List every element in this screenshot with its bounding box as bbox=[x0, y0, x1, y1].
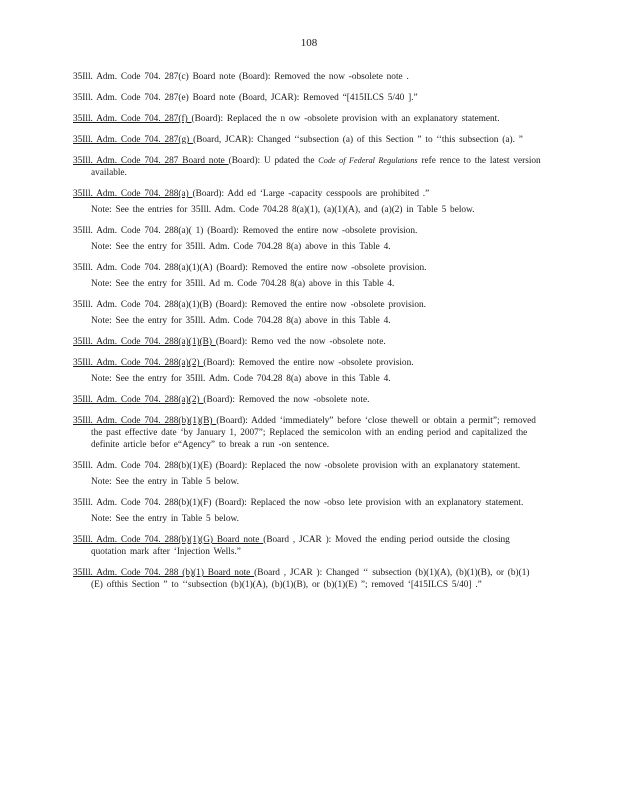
code-citation: 35Ill. Adm. Code 704. 288(a)(2) bbox=[73, 358, 204, 368]
code-citation: 35Ill. Adm. Code 704. 288(b)(1)(B) bbox=[73, 416, 217, 426]
entry-text: (Board , JCAR ): Moved the ending period outside the closing quotation mark after ‘Injection Wells.” bbox=[91, 535, 510, 557]
entry-text: (Board): Replaced the now -obsolete provision with an explanatory statement. bbox=[211, 461, 521, 471]
code-citation: 35Ill. Adm. Code 704. 288(a)( 1) bbox=[73, 226, 204, 236]
entry-text: (Board): Replaced the n ow -obsolete provision with an explanatory statement. bbox=[191, 114, 500, 124]
table-note bbox=[73, 513, 541, 525]
entry-text: (Board): Removed the entire now -obsolete provision. bbox=[203, 226, 418, 236]
code-citation: 35Ill. Adm. Code 704. 287(c) bbox=[73, 72, 189, 82]
entry-text: Note: See the entry for 35Ill. Ad m. Code 704.28 8(a) above in this Table 4. bbox=[91, 279, 395, 289]
revision-entry bbox=[73, 336, 541, 348]
entry-text: (Board): Removed the entire now -obsolete provision. bbox=[203, 358, 414, 368]
revision-entry bbox=[73, 534, 541, 558]
entry-text: (Board): Removed the now -obsolete note. bbox=[203, 395, 370, 405]
entry-text: Note: See the entry for 35Ill. Adm. Code 704.28 8(a) above in this Table 4. bbox=[91, 316, 391, 326]
code-citation: 35Ill. Adm. Code 704. 288(b)(1)(E) bbox=[73, 461, 212, 471]
table-note bbox=[73, 278, 541, 290]
entry-text: (Board): Remo ved the now -obsolete note. bbox=[215, 337, 386, 347]
revision-entry bbox=[73, 134, 541, 146]
revision-entry bbox=[73, 567, 541, 591]
entry-text: Note: See the entry for 35Ill. Adm. Code 704.28 8(a) above in this Table 4. bbox=[91, 374, 391, 384]
entry-text: (Board): U pdated the bbox=[228, 156, 319, 166]
entry-text: (Board): Add ed ‘Large -capacity cesspools are prohibited .” bbox=[192, 189, 430, 199]
revision-entries-list bbox=[73, 71, 541, 600]
code-citation: 35Ill. Adm. Code 704. 287(f) bbox=[73, 114, 192, 124]
code-citation: 35Ill. Adm. Code 704. 288(a)(1)(B) bbox=[73, 337, 216, 347]
revision-entry bbox=[73, 262, 541, 274]
code-citation: 35Ill. Adm. Code 704. 288(a)(1)(A) bbox=[73, 263, 213, 273]
entry-text: (Board , JCAR ): Changed ‘‘ subsection (b)(1)(A), (b)(1)(B), or (b)(1)(E) ofthis Section ” to ‘‘subsection (b)(1)(A), (b)(1)(B), or (b)(1)(E) ”; removed ‘[415ILCS 5/40] .” bbox=[91, 568, 530, 590]
revision-entry bbox=[73, 71, 541, 83]
table-note bbox=[73, 373, 541, 385]
code-citation: 35Ill. Adm. Code 704. 288(a)(2) bbox=[73, 395, 204, 405]
revision-entry bbox=[73, 460, 541, 472]
revision-entry bbox=[73, 225, 541, 237]
entry-text: (Board): Removed the entire now -obsolete provision. bbox=[212, 263, 427, 273]
revision-entry bbox=[73, 92, 541, 104]
italic-title: Code of Federal Regulations bbox=[318, 156, 418, 165]
entry-text: Note: See the entry in Table 5 below. bbox=[91, 514, 239, 524]
table-note bbox=[73, 315, 541, 327]
code-citation: 35Ill. Adm. Code 704. 287(g) bbox=[73, 135, 194, 145]
revision-entry bbox=[73, 394, 541, 406]
entry-text: Note: See the entry in Table 5 below. bbox=[91, 477, 239, 487]
code-citation: 35Ill. Adm. Code 704. 288(b)(1)(G) Board note bbox=[73, 535, 264, 545]
revision-entry bbox=[73, 357, 541, 369]
entry-text: Note: See the entries for 35Ill. Adm. Code 704.28 8(a)(1), (a)(1)(A), and (a)(2) in Table 5 below. bbox=[91, 205, 475, 215]
entry-text: (Board): Removed the entire now -obsolete provision. bbox=[211, 300, 426, 310]
table-note bbox=[73, 241, 541, 253]
code-citation: 35Ill. Adm. Code 704. 288(a)(1)(B) bbox=[73, 300, 212, 310]
entry-text-continued: refe rence to the latest version available. bbox=[91, 156, 541, 178]
revision-entry bbox=[73, 188, 541, 200]
table-note bbox=[73, 204, 541, 216]
table-note bbox=[73, 476, 541, 488]
code-citation: 35Ill. Adm. Code 704. 288(a) bbox=[73, 189, 193, 199]
revision-entry bbox=[73, 497, 541, 509]
code-citation: 35Ill. Adm. Code 704. 287(e) bbox=[73, 93, 189, 103]
entry-text: (Board): Replaced the now -obso lete provision with an explanatory statement. bbox=[211, 498, 524, 508]
entry-text: Note: See the entry for 35Ill. Adm. Code 704.28 8(a) above in this Table 4. bbox=[91, 242, 391, 252]
revision-entry bbox=[73, 299, 541, 311]
revision-entry bbox=[73, 415, 541, 451]
entry-text: (Board): Added ‘immediately” before ‘close thewell or obtain a permit”; removed the past effective date ‘by January 1, 2007”; Replaced the semicolon with an ending period and capitalized the definite article befor e“Agency” to break a run -on sentence. bbox=[91, 416, 536, 450]
entry-text: Board note (Board, JCAR): Removed “[415ILCS 5/40 ].” bbox=[188, 93, 418, 103]
code-citation: 35Ill. Adm. Code 704. 287 Board note bbox=[73, 156, 229, 166]
code-citation: 35Ill. Adm. Code 704. 288(b)(1)(F) bbox=[73, 498, 212, 508]
revision-entry bbox=[73, 155, 541, 179]
code-citation: 35Ill. Adm. Code 704. 288 (b)(1) Board note bbox=[73, 568, 255, 578]
entry-text: Board note (Board): Removed the now -obsolete note . bbox=[188, 72, 409, 82]
entry-text: (Board, JCAR): Changed ‘‘subsection (a) of this Section ” to ‘‘this subsection (a). ” bbox=[193, 135, 523, 145]
page-number: 108 bbox=[300, 37, 318, 49]
revision-entry bbox=[73, 113, 541, 125]
